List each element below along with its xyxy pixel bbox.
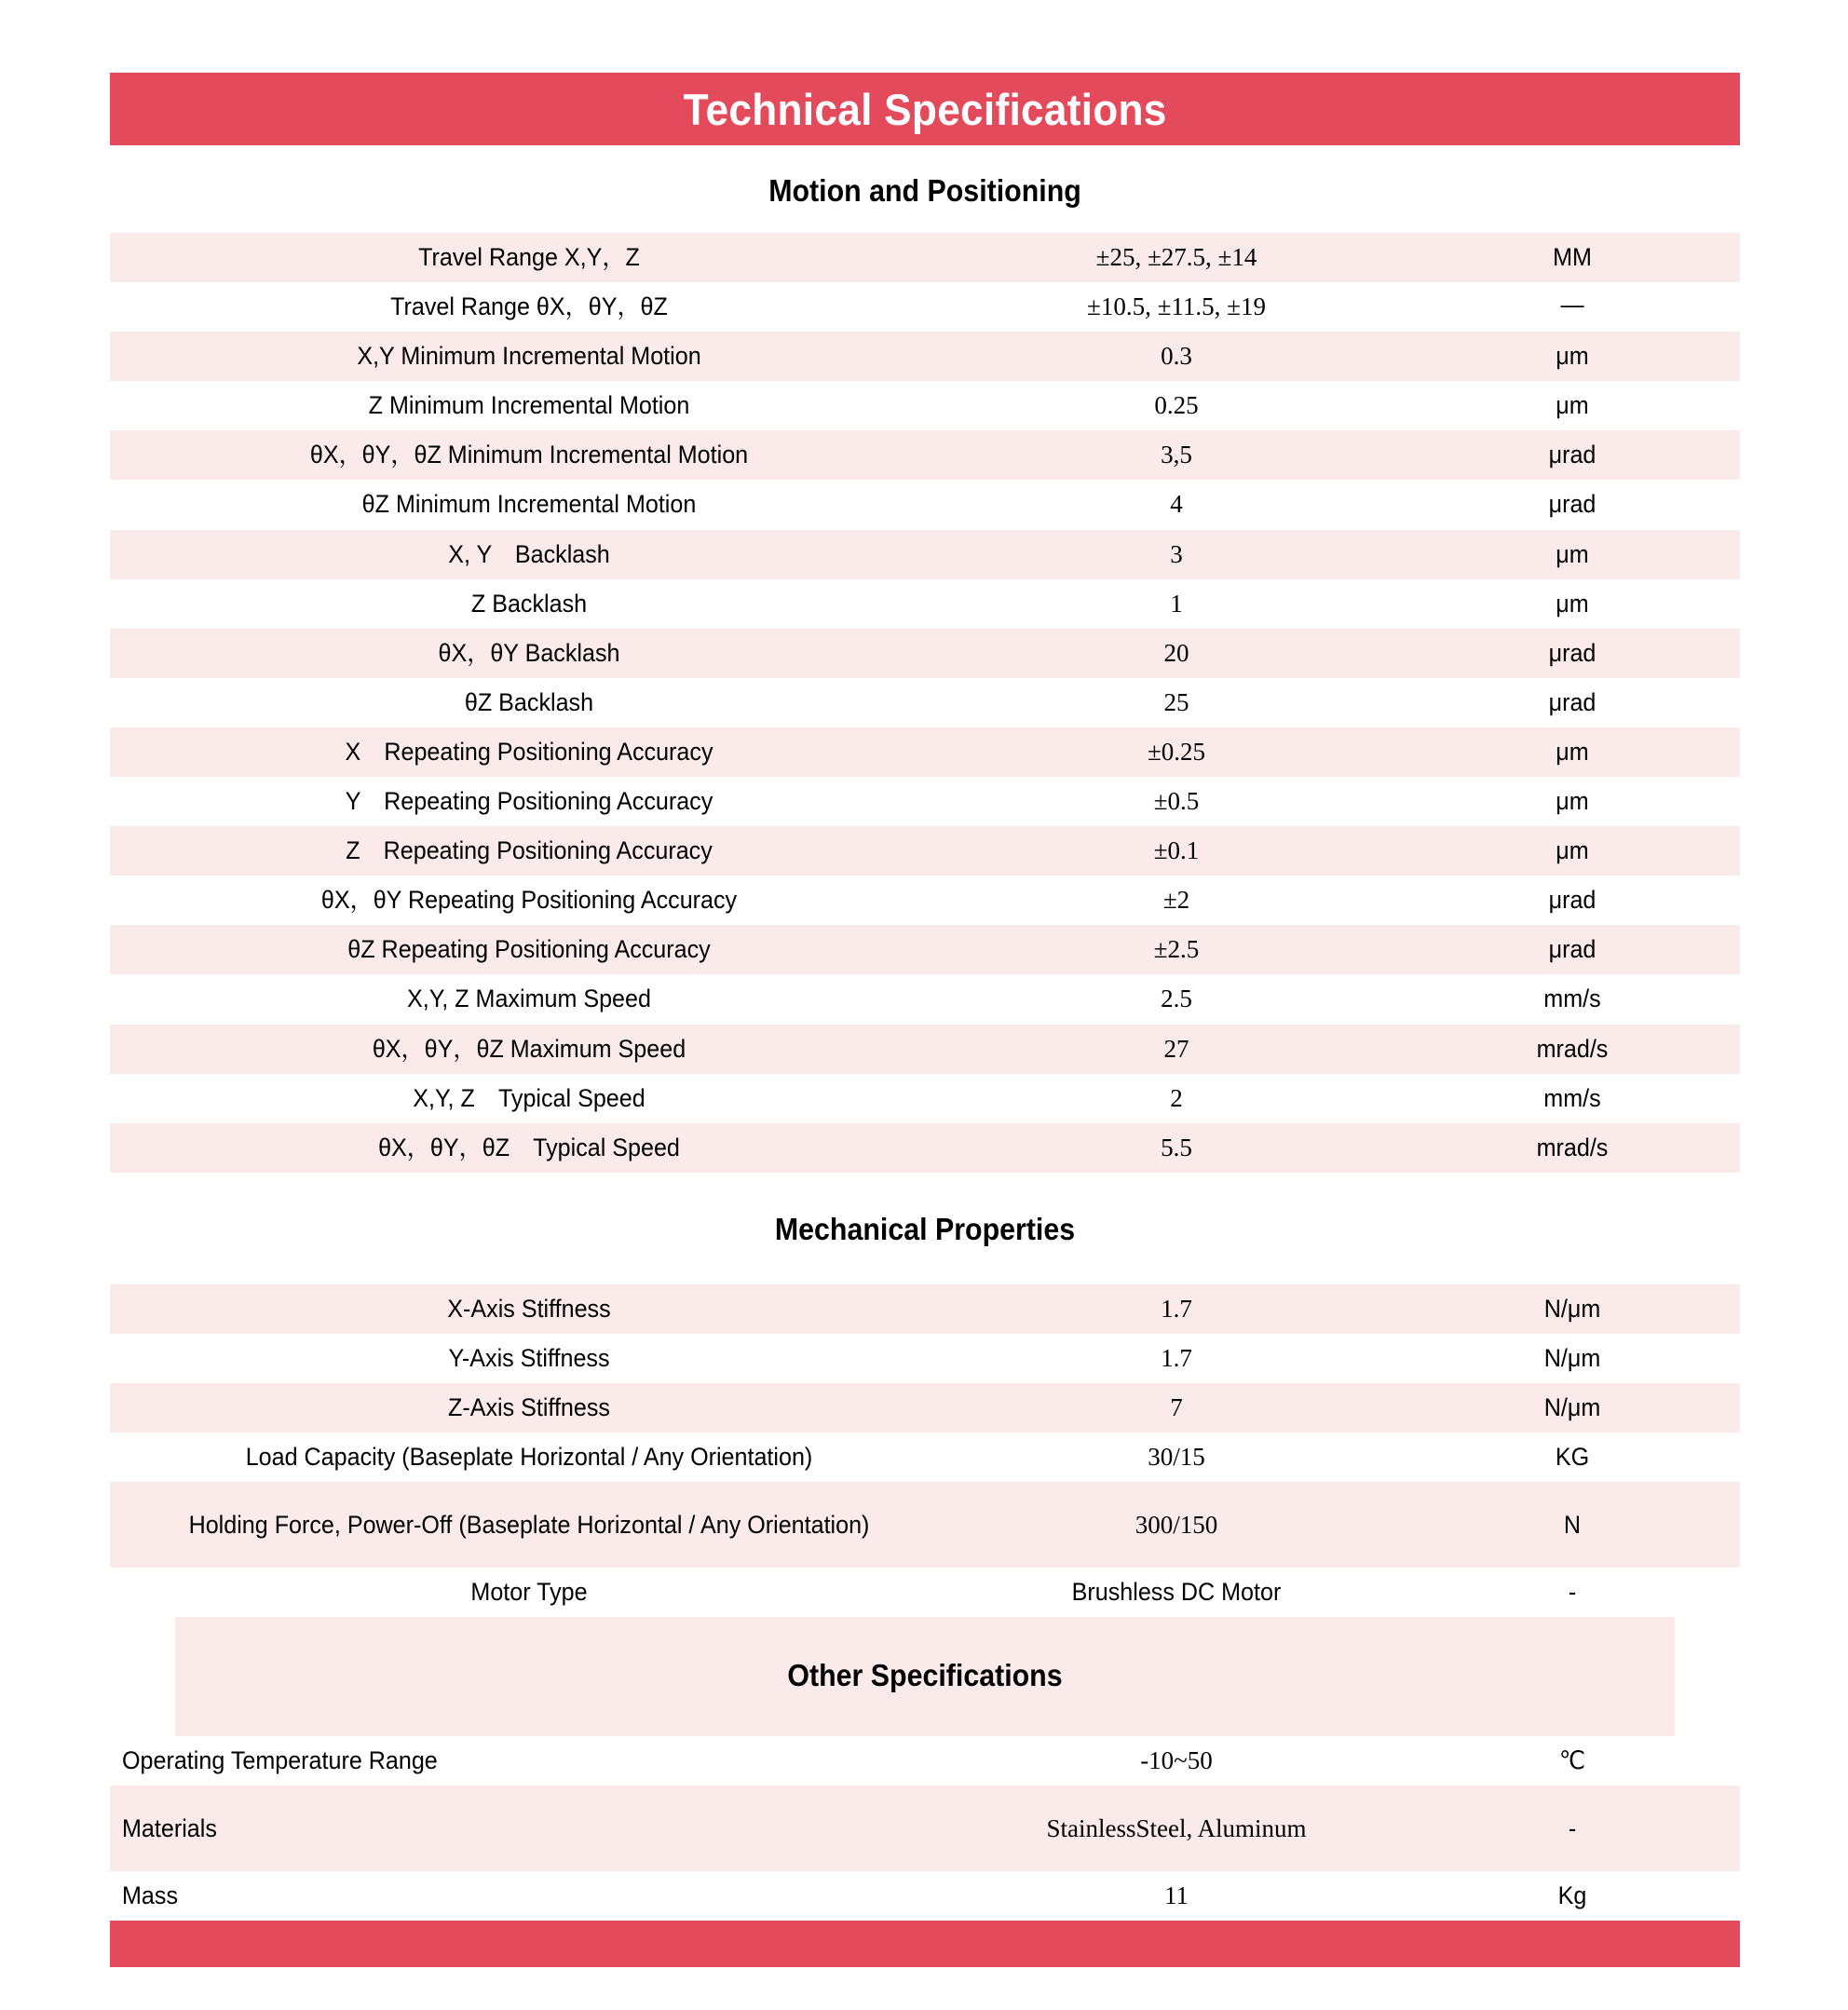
- row-label: θX，θY，θZ Maximum Speed: [372, 1034, 686, 1063]
- table-row: [110, 1284, 1740, 1334]
- row-value: ±0.25: [1147, 737, 1206, 766]
- row-label: X-Axis Stiffness: [447, 1294, 611, 1323]
- row-unit: μrad: [1548, 638, 1597, 667]
- row-label: Y-Axis Stiffness: [448, 1343, 610, 1372]
- row-unit: ℃: [1558, 1746, 1586, 1775]
- table-row: [110, 1383, 1740, 1433]
- row-unit: N/μm: [1543, 1343, 1601, 1372]
- row-label: Z Repeating Positioning Accuracy: [346, 836, 713, 865]
- row-label: X,Y, Z Maximum Speed: [407, 985, 651, 1013]
- row-unit: —: [1560, 291, 1584, 319]
- row-label: X,Y Minimum Incremental Motion: [357, 342, 701, 371]
- table-row: [110, 332, 1740, 381]
- table-row: [110, 1871, 1740, 1921]
- row-label: Operating Temperature Range: [122, 1746, 438, 1775]
- table-row: [110, 678, 1740, 727]
- table-row: [110, 381, 1740, 430]
- row-value: ±25, ±27.5, ±14: [1095, 243, 1257, 271]
- row-unit: μm: [1556, 787, 1589, 816]
- row-value: 11: [1164, 1881, 1189, 1910]
- row-value: 1: [1170, 589, 1183, 618]
- row-label: θZ Minimum Incremental Motion: [361, 490, 697, 519]
- row-value: 0.25: [1154, 391, 1199, 420]
- row-label: θX，θY，θZ Typical Speed: [378, 1133, 680, 1161]
- row-label: X Repeating Positioning Accuracy: [345, 737, 713, 766]
- table-row: [110, 1568, 1740, 1617]
- row-unit: μrad: [1548, 886, 1597, 915]
- table-row: [110, 1786, 1740, 1871]
- row-unit: -: [1568, 1578, 1577, 1607]
- row-label: Travel Range θX，θY，θZ: [390, 292, 668, 321]
- row-label: Travel Range X,Y，Z: [418, 243, 640, 271]
- title-bar: [110, 73, 1740, 145]
- row-value: ±10.5, ±11.5, ±19: [1087, 292, 1266, 321]
- section-heading-other: Other Specifications: [175, 1617, 1675, 1736]
- section-heading-motion: Motion and Positioning: [175, 145, 1675, 233]
- row-value: 27: [1163, 1034, 1189, 1063]
- specifications-table: [110, 73, 1740, 1967]
- table-row: [110, 727, 1740, 777]
- table-row: [110, 530, 1740, 579]
- table-row: [110, 579, 1740, 629]
- row-label: Load Capacity (Baseplate Horizontal / Any Orientation): [245, 1443, 813, 1472]
- table-row: [110, 1025, 1740, 1074]
- row-unit: N/μm: [1543, 1294, 1601, 1323]
- row-label: Y Repeating Positioning Accuracy: [345, 787, 713, 816]
- table-row: [110, 1123, 1740, 1173]
- footer-bar: [110, 1921, 1740, 1967]
- row-unit: μrad: [1548, 441, 1597, 469]
- row-unit: μm: [1556, 836, 1589, 865]
- row-unit: μm: [1556, 342, 1589, 371]
- row-value: 300/150: [1135, 1510, 1218, 1539]
- row-label: Z Backlash: [470, 589, 588, 618]
- row-value: 3: [1170, 539, 1183, 568]
- table-row: [110, 876, 1740, 925]
- row-value: 0.3: [1161, 342, 1192, 371]
- row-label: X,Y, Z Typical Speed: [413, 1083, 645, 1112]
- table-row: [110, 430, 1740, 480]
- row-label: X, Y Backlash: [448, 539, 610, 568]
- section-heading-mechanical: Mechanical Properties: [175, 1173, 1675, 1284]
- row-unit: μm: [1556, 589, 1589, 618]
- row-unit: μrad: [1548, 490, 1597, 519]
- row-unit: KG: [1555, 1443, 1590, 1472]
- table-row: [110, 1736, 1740, 1786]
- row-label: θZ Repeating Positioning Accuracy: [347, 935, 711, 964]
- row-value: ±2.5: [1153, 935, 1200, 964]
- row-value: 1.7: [1161, 1294, 1192, 1323]
- row-unit: Kg: [1557, 1881, 1587, 1910]
- row-unit: mrad/s: [1536, 1133, 1609, 1161]
- table-row: [110, 480, 1740, 529]
- table-row: [110, 826, 1740, 876]
- row-unit: μrad: [1548, 687, 1597, 716]
- table-row: [110, 777, 1740, 826]
- table-row: [110, 233, 1740, 282]
- row-unit: N/μm: [1543, 1392, 1601, 1421]
- row-value: 3,5: [1161, 441, 1192, 469]
- row-unit: mrad/s: [1536, 1034, 1609, 1063]
- row-unit: mm/s: [1543, 985, 1601, 1013]
- row-value: 4: [1170, 490, 1183, 519]
- row-unit: μm: [1556, 391, 1589, 420]
- table-row: [110, 1074, 1740, 1123]
- table-row: [110, 974, 1740, 1024]
- row-unit: -: [1568, 1813, 1577, 1842]
- row-label: Z Minimum Incremental Motion: [368, 391, 690, 420]
- row-label: θZ Backlash: [464, 687, 594, 716]
- row-value: StainlessSteel, Aluminum: [1046, 1813, 1307, 1842]
- row-unit: N: [1563, 1510, 1582, 1539]
- row-value: 30/15: [1148, 1443, 1205, 1472]
- row-value: ±0.5: [1153, 787, 1200, 816]
- row-value: Brushless DC Motor: [1071, 1578, 1282, 1607]
- table-row: [110, 1334, 1740, 1383]
- row-unit: mm/s: [1543, 1083, 1601, 1112]
- row-value: 1.7: [1161, 1343, 1192, 1372]
- row-unit: μm: [1556, 737, 1589, 766]
- table-row: [110, 1433, 1740, 1482]
- row-value: ±0.1: [1153, 836, 1200, 865]
- row-value: -10~50: [1140, 1746, 1213, 1775]
- row-label: Mass: [122, 1881, 179, 1910]
- row-value: ±2: [1162, 886, 1190, 915]
- row-label: θX，θY Backlash: [438, 638, 620, 667]
- row-value: 7: [1170, 1392, 1183, 1421]
- row-unit: μm: [1556, 539, 1589, 568]
- row-value: 2.5: [1161, 985, 1192, 1013]
- section-rows-motion: [110, 233, 1740, 1173]
- row-unit: μrad: [1548, 935, 1597, 964]
- section-rows-mechanical: [110, 1284, 1740, 1617]
- row-label: Z-Axis Stiffness: [448, 1392, 610, 1421]
- table-row: [110, 629, 1740, 678]
- table-row: [110, 282, 1740, 332]
- row-label: Holding Force, Power-Off (Baseplate Horizontal / Any Orientation): [188, 1510, 870, 1539]
- row-unit: MM: [1553, 243, 1592, 271]
- row-label: Materials: [122, 1813, 217, 1842]
- table-row: [110, 925, 1740, 974]
- section-rows-other: [110, 1736, 1740, 1921]
- page-title: Technical Specifications: [683, 84, 1167, 134]
- row-label: Motor Type: [470, 1578, 588, 1607]
- row-value: 25: [1163, 687, 1189, 716]
- row-value: 5.5: [1161, 1133, 1192, 1161]
- row-label: θX，θY，θZ Minimum Incremental Motion: [309, 441, 749, 469]
- row-label: θX，θY Repeating Positioning Accuracy: [320, 886, 738, 915]
- table-row: [110, 1482, 1740, 1568]
- row-value: 20: [1163, 638, 1189, 667]
- row-value: 2: [1170, 1083, 1183, 1112]
